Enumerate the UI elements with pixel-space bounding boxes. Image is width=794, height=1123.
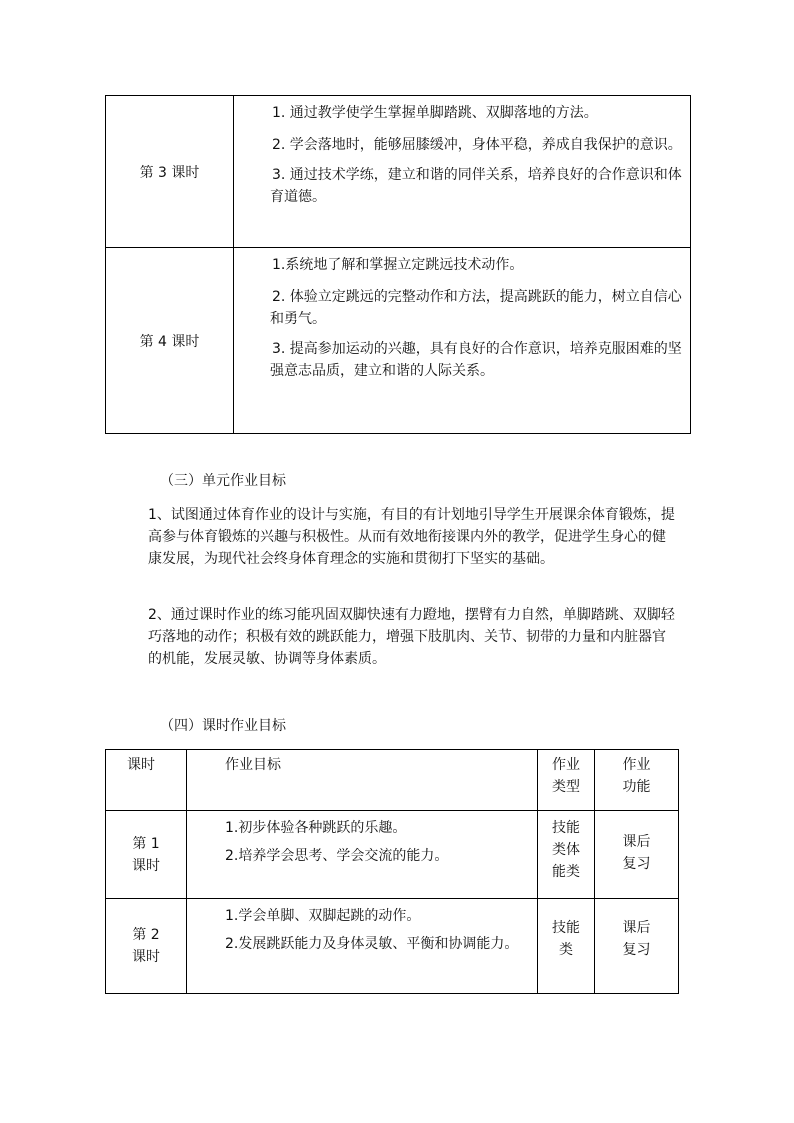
goal-item: 2.培养学会思考、学会交流的能力。 — [225, 848, 449, 864]
goal-item: 1.学会单脚、双脚起跳的动作。 — [225, 908, 421, 924]
lesson-label: 第 3 课时 — [106, 96, 234, 248]
goal-item: 1. 通过教学使学生掌握单脚踏跳、双脚落地的方法。 — [272, 105, 598, 121]
section-title: （四）课时作业目标 — [160, 718, 286, 734]
lesson-goals — [234, 96, 691, 248]
goal-item: 3. 提高参加运动的兴趣，具有良好的合作意识，培养克服困难的坚强意志品质，建立和谐的人际关系。 — [270, 341, 682, 379]
homework-goals-table — [105, 749, 679, 994]
goal-item: 1.初步体验各种跳跃的乐趣。 — [225, 820, 407, 836]
lesson-cell: 第 1 课时 — [106, 811, 187, 899]
table-header-row — [106, 750, 679, 811]
type-cell: 技能类体能类 — [538, 811, 595, 899]
header-goal: 作业目标 — [187, 750, 538, 811]
function-cell: 课后复习 — [595, 811, 679, 899]
goal-item: 2.发展跳跃能力及身体灵敏、平衡和协调能力。 — [225, 936, 519, 952]
goal-item: 3. 通过技术学练，建立和谐的同伴关系，培养良好的合作意识和体育道德。 — [270, 167, 682, 205]
lesson-goals — [234, 248, 691, 434]
lesson-goals-table — [105, 95, 691, 434]
table-row — [106, 248, 691, 434]
header-lesson: 课时 — [106, 750, 187, 811]
lesson-cell: 第 2 课时 — [106, 899, 187, 994]
section-title: （三）单元作业目标 — [160, 473, 286, 489]
table-row — [106, 96, 691, 248]
body-paragraph: 1、试图通过体育作业的设计与实施，有目的有计划地引导学生开展课余体育锻炼，提高参与体育锻炼的兴趣与积极性。从而有效地衔接课内外的教学，促进学生身心的健康发展，为现代社会终身体育理念的实施和贯彻打下坚实的基础。 — [148, 507, 675, 567]
header-type: 作业类型 — [538, 750, 595, 811]
lesson-label: 第 4 课时 — [106, 248, 234, 434]
goal-cell — [187, 899, 538, 994]
function-cell: 课后复习 — [595, 899, 679, 994]
goal-item: 1.系统地了解和掌握立定跳远技术动作。 — [272, 257, 524, 273]
header-function: 作业功能 — [595, 750, 679, 811]
goal-item: 2. 学会落地时，能够屈膝缓冲，身体平稳，养成自我保护的意识。 — [272, 137, 682, 153]
goal-cell — [187, 811, 538, 899]
table-row — [106, 811, 679, 899]
body-paragraph: 2、通过课时作业的练习能巩固双脚快速有力蹬地，摆臂有力自然，单脚踏跳、双脚轻巧落地的动作；积极有效的跳跃能力，增强下肢肌肉、关节、韧带的力量和内脏器官的机能，发展灵敏、协调等身体素质。 — [148, 607, 675, 667]
table-row — [106, 899, 679, 994]
goal-item: 2. 体验立定跳远的完整动作和方法，提高跳跃的能力，树立自信心和勇气。 — [270, 289, 682, 327]
type-cell: 技能类 — [538, 899, 595, 994]
